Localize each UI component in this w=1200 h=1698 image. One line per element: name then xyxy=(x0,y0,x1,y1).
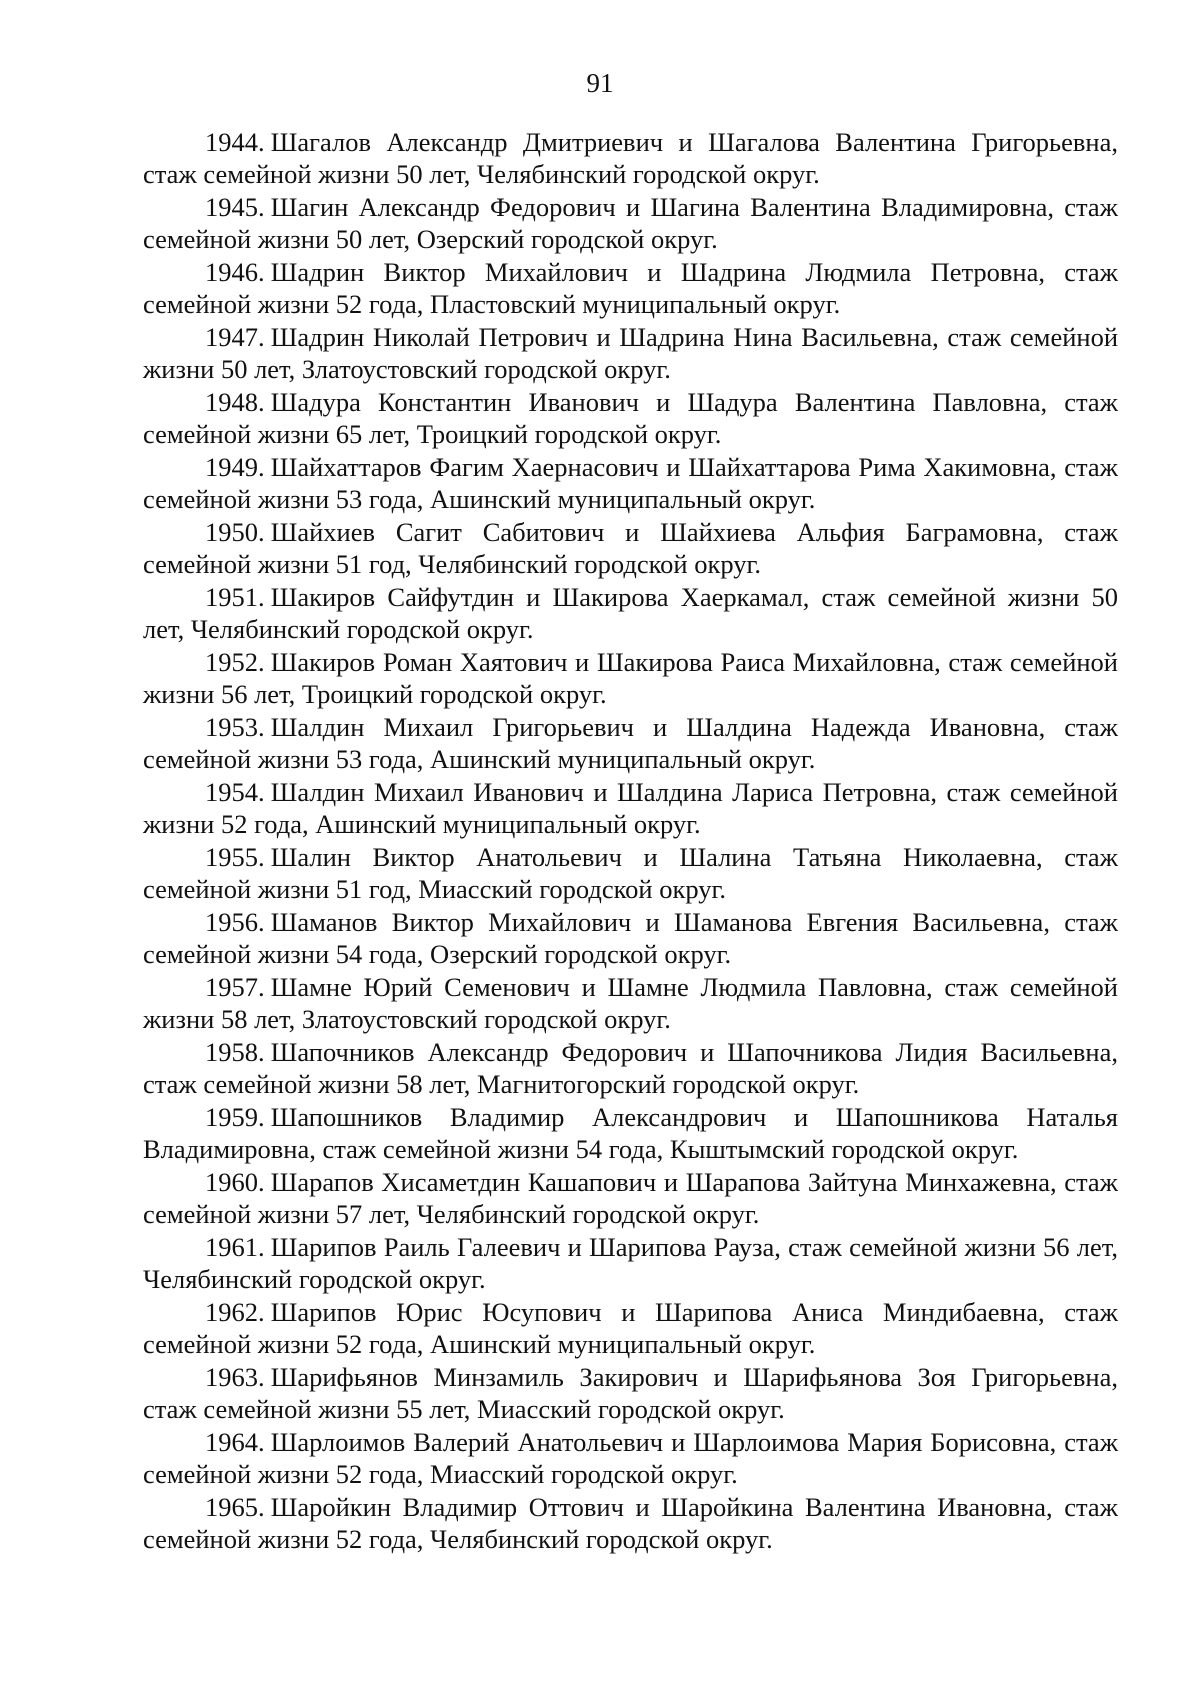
list-item xyxy=(143,387,1118,450)
entry-text: Шапошников Владимир Александрович и Шапошникова Наталья Владимировна, стаж семейной жизни 54 года, Кыштымский городской округ. xyxy=(143,1102,1118,1164)
list-item xyxy=(143,1102,1118,1165)
entry-text: Шадура Константин Иванович и Шадура Валентина Павловна, стаж семейной жизни 65 лет, Троицкий городской округ. xyxy=(143,387,1118,449)
list-item xyxy=(143,1362,1118,1425)
entry-text: Шайхиев Сагит Сабитович и Шайхиева Альфия Баграмовна, стаж семейной жизни 51 год, Челябинский городской округ. xyxy=(143,517,1118,579)
entry-list xyxy=(143,127,1118,1557)
entry-text: Шакиров Роман Хаятович и Шакирова Раиса Михайловна, стаж семейной жизни 56 лет, Троицкий городской округ. xyxy=(143,647,1118,709)
list-item xyxy=(143,1492,1118,1555)
entry-text: Шапочников Александр Федорович и Шапочникова Лидия Васильевна, стаж семейной жизни 58 лет, Магнитогорский городской округ. xyxy=(143,1037,1118,1099)
entry-text: Шамне Юрий Семенович и Шамне Людмила Павловна, стаж семейной жизни 58 лет, Златоустовский городской округ. xyxy=(143,972,1118,1034)
list-item xyxy=(143,1427,1118,1490)
entry-text: Шайхаттаров Фагим Хаернасович и Шайхаттарова Рима Хакимовна, стаж семейной жизни 53 года, Ашинский муниципальный округ. xyxy=(143,452,1118,514)
entry-text: Шаманов Виктор Михайлович и Шаманова Евгения Васильевна, стаж семейной жизни 54 года, Озерский городской округ. xyxy=(143,907,1118,969)
entry-number: 1949. xyxy=(205,452,265,482)
list-item xyxy=(143,517,1118,580)
entry-number: 1964. xyxy=(205,1427,265,1457)
entry-number: 1953. xyxy=(205,712,265,742)
entry-number: 1960. xyxy=(205,1167,265,1197)
entry-number: 1955. xyxy=(205,842,265,872)
list-item xyxy=(143,712,1118,775)
entry-number: 1961. xyxy=(205,1232,265,1262)
entry-number: 1954. xyxy=(205,777,265,807)
list-item xyxy=(143,647,1118,710)
entry-text: Шарлоимов Валерий Анатольевич и Шарлоимова Мария Борисовна, стаж семейной жизни 52 года, Миасский городской округ. xyxy=(143,1427,1118,1489)
entry-text: Шалдин Михаил Григорьевич и Шалдина Надежда Ивановна, стаж семейной жизни 53 года, Ашинский муниципальный округ. xyxy=(143,712,1118,774)
entry-text: Шагин Александр Федорович и Шагина Валентина Владимировна, стаж семейной жизни 50 лет, Озерский городской округ. xyxy=(143,192,1118,254)
entry-number: 1946. xyxy=(205,257,265,287)
list-item xyxy=(143,1037,1118,1100)
entry-number: 1952. xyxy=(205,647,265,677)
entry-text: Шадрин Николай Петрович и Шадрина Нина Васильевна, стаж семейной жизни 50 лет, Златоустовский городской округ. xyxy=(143,322,1118,384)
entry-text: Шагалов Александр Дмитриевич и Шагалова Валентина Григорьевна, стаж семейной жизни 50 лет, Челябинский городской округ. xyxy=(143,127,1118,189)
entry-number: 1957. xyxy=(205,972,265,1002)
list-item xyxy=(143,1167,1118,1230)
entry-number: 1958. xyxy=(205,1037,265,1067)
entry-number: 1950. xyxy=(205,517,265,547)
list-item xyxy=(143,452,1118,515)
entry-number: 1945. xyxy=(205,192,265,222)
entry-text: Шадрин Виктор Михайлович и Шадрина Людмила Петровна, стаж семейной жизни 52 года, Пластовский муниципальный округ. xyxy=(143,257,1118,319)
entry-number: 1947. xyxy=(205,322,265,352)
entry-text: Шакиров Сайфутдин и Шакирова Хаеркамал, стаж семейной жизни 50 лет, Челябинский городской округ. xyxy=(143,582,1118,644)
entry-number: 1944. xyxy=(205,127,265,157)
entry-number: 1965. xyxy=(205,1492,265,1522)
entry-number: 1959. xyxy=(205,1102,265,1132)
list-item xyxy=(143,192,1118,255)
list-item xyxy=(143,1297,1118,1360)
list-item xyxy=(143,582,1118,645)
list-item xyxy=(143,322,1118,385)
entry-text: Шарапов Хисаметдин Кашапович и Шарапова Зайтуна Минхажевна, стаж семейной жизни 57 лет, Челябинский городской округ. xyxy=(143,1167,1118,1229)
entry-text: Шалдин Михаил Иванович и Шалдина Лариса Петровна, стаж семейной жизни 52 года, Ашинский муниципальный округ. xyxy=(143,777,1118,839)
entry-number: 1963. xyxy=(205,1362,265,1392)
list-item xyxy=(143,972,1118,1035)
entry-number: 1962. xyxy=(205,1297,265,1327)
entry-number: 1951. xyxy=(205,582,265,612)
page-number: 91 xyxy=(586,68,614,98)
entry-text: Шарифьянов Минзамиль Закирович и Шарифьянова Зоя Григорьевна, стаж семейной жизни 55 лет, Миасский городской округ. xyxy=(143,1362,1118,1424)
list-item xyxy=(143,257,1118,320)
list-item xyxy=(143,777,1118,840)
entry-number: 1948. xyxy=(205,387,265,417)
entry-text: Шарипов Раиль Галеевич и Шарипова Рауза, стаж семейной жизни 56 лет, Челябинский городской округ. xyxy=(143,1232,1118,1294)
entry-text: Шалин Виктор Анатольевич и Шалина Татьяна Николаевна, стаж семейной жизни 51 год, Миасский городской округ. xyxy=(143,842,1118,904)
list-item xyxy=(143,907,1118,970)
list-item xyxy=(143,1232,1118,1295)
entry-text: Шаройкин Владимир Оттович и Шаройкина Валентина Ивановна, стаж семейной жизни 52 года, Челябинский городской округ. xyxy=(143,1492,1118,1554)
entry-text: Шарипов Юрис Юсупович и Шарипова Аниса Миндибаевна, стаж семейной жизни 52 года, Ашинский муниципальный округ. xyxy=(143,1297,1118,1359)
entry-number: 1956. xyxy=(205,907,265,937)
list-item xyxy=(143,127,1118,190)
list-item xyxy=(143,842,1118,905)
